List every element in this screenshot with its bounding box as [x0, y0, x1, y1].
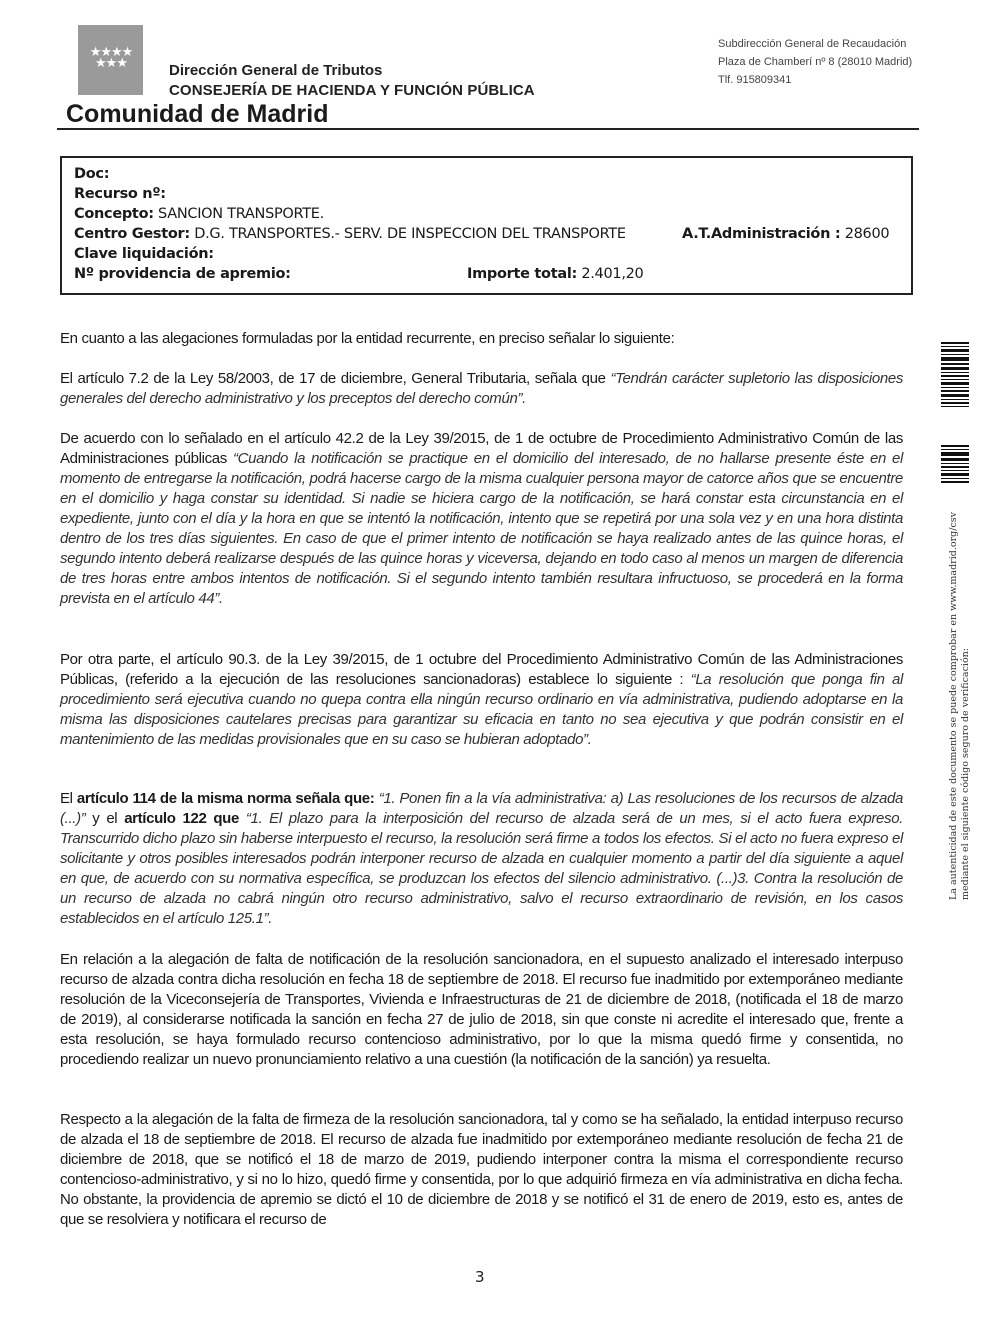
importe-total-value: 2.401,20 — [581, 266, 644, 282]
barcode-icon — [941, 342, 969, 409]
concepto-value: SANCION TRANSPORTE. — [158, 206, 324, 222]
office-address — [718, 35, 912, 89]
ministry-name: CONSEJERÍA DE HACIENDA Y FUNCIÓN PÚBLICA — [169, 82, 535, 99]
verification-notice: La autenticidad de este documento se puede comprobar en www.madrid.org/csv mediante el siguiente código seguro de verificación: — [948, 512, 971, 900]
legal-quote: “1. Ponen fin a la vía administrativa: a) Las resoluciones de los recursos de alzada (...)” — [60, 790, 903, 827]
clave-liquidacion-field: Clave liquidación: — [74, 246, 214, 262]
department-name: Dirección General de Tributos — [169, 62, 383, 79]
doc-field: Doc: — [74, 166, 110, 182]
centro-gestor-value: D.G. TRANSPORTES.- SERV. DE INSPECCION DEL TRANSPORTE — [194, 226, 626, 242]
legal-quote: “Cuando la notificación se practique en el domicilio del interesado, de no hallarse presente éste en el momento de entregarse la notificación, podrá hacerse cargo de la misma cualquier persona mayor de catorce años que se encuentre en el domicilio y haga constar su identidad. Si nadie se hiciera cargo de la notificación, se hará constar esta circunstancia en el expediente, junto con el día y la hora en que se intentó la notificación, intento que se repetirá por una sola vez y en una hora distinta dentro de los tres días siguientes. En caso de que el primer intento de notificación se haya realizado antes de las quince horas, el segundo intento deberá realizarse después de las quince horas y viceversa, dejando en todo caso al menos un margen de diferencia de tres horas entre ambos intentos de notificación. Si el segundo intento también resultara infructuoso, se procederá en la forma prevista en el artículo 44”. — [60, 450, 903, 607]
concepto-field: Concepto: SANCION TRANSPORTE. — [74, 206, 324, 222]
providencia-field: Nº providencia de apremio: — [74, 266, 291, 282]
header-divider — [57, 128, 919, 130]
barcode-icon — [941, 445, 969, 485]
address-line: Subdirección General de Recaudación — [718, 38, 907, 50]
paragraph-art-90-3: Por otra parte, el artículo 90.3. de la Ley 39/2015, de 1 octubre del Procedimiento Administrativo Común de las Administraciones Públicas, (referido a la ejecución de las resoluciones sancionadoras) establece lo siguiente : “La resolución que ponga fin al procedimiento será ejecutiva cuando no quepa contra ella ningún recurso ordinario en vía administrativa, pudiendo adoptarse en la misma las disposiciones cautelares precisas para garantizar su eficacia en tanto no sea ejecutiva y que podrán consistir en el mantenimiento de las medidas provisionales que en su caso se hubieran adoptado”. — [60, 651, 904, 748]
paragraph-art-114-122: El artículo 114 de la misma norma señala que: “1. Ponen fin a la vía administrativa: a) Las resoluciones de los recursos de alzada (...)” y el artículo 122 que “1. El plazo para la interposición del recurso de alzada será de un mes, si el acto fuera expreso. Transcurrido dicho plazo sin haberse interpuesto el recurso, la resolución será firme a todos los efectos. Si el acto no fuera expreso el solicitante y otros posibles interesados podrán interponer recurso de alzada en cualquier momento a partir del día siguiente a aquel en que, de acuerdo con su normativa específica, se produzcan los efectos del silencio administrativo. (...)3. Contra la resolución de un recurso de alzada no cabrá ningún otro recurso administrativo, salvo el recurso extraordinario de revisión, en los casos establecidos en el artículo 125.1”. — [60, 790, 903, 927]
centro-gestor-field: Centro Gestor: D.G. TRANSPORTES.- SERV. DE INSPECCION DEL TRANSPORTE — [74, 226, 626, 242]
importe-total-field: Importe total: 2.401,20 — [467, 266, 644, 282]
paragraph-art-42-2: De acuerdo con lo señalado en el artículo 42.2 de la Ley 39/2015, de 1 de octubre de Procedimiento Administrativo Común de las Administraciones públicas “Cuando la notificación se practique en el domicilio del interesado, de no hallarse presente éste en el momento de entregarse la notificación, podrá hacerse cargo de la misma cualquier persona mayor de catorce años que se encuentre en el domicilio y haga constar su identidad. Si nadie se hiciera cargo de la notificación, se hará constar esta circunstancia en el expediente, junto con el día y la hora en que se intentó la notificación, intento que se repetirá por una sola vez y en una hora distinta dentro de los tres días siguientes. En caso de que el primer intento de notificación se haya realizado antes de las quince horas, el segundo intento deberá realizarse después de las quince horas y viceversa, dejando en todo caso al menos un margen de diferencia de tres horas entre ambos intentos de notificación. Si el segundo intento también resultara infructuoso, se procederá en la forma prevista en el artículo 44”. — [60, 430, 903, 607]
comunidad-madrid-logo — [78, 25, 143, 95]
address-line: Plaza de Chamberí nº 8 (28010 Madrid) — [718, 56, 913, 68]
paragraph-intro: En cuanto a las alegaciones formuladas por la entidad recurrente, en preciso señalar lo siguiente: — [60, 330, 675, 347]
address-line: Tlf. 915809341 — [718, 74, 792, 86]
legal-quote: “1. El plazo para la interposición del recurso de alzada será de un mes, si el acto fuera expreso. Transcurrido dicho plazo sin haberse interpuesto el recurso, la resolución será firme a todos los efectos. Si el acto no fuera expreso el solicitante y otros posibles interesados podrán interponer recurso de alzada en cualquier momento a partir del día siguiente a aquel en que, de acuerdo con su normativa específica, se produzcan los efectos del silencio administrativo. (...)3. Contra la resolución de un recurso de alzada no cabrá ningún otro recurso administrativo, salvo el recurso extraordinario de revisión, en los casos establecidos en el artículo 125.1”. — [60, 810, 903, 927]
page-number: 3 — [475, 1268, 485, 1286]
recurso-field: Recurso nº: — [74, 186, 166, 202]
legal-quote: “Tendrán carácter supletorio las disposiciones generales del derecho administrativo y los preceptos del derecho común”. — [60, 370, 903, 407]
paragraph-art-7-2: El artículo 7.2 de la Ley 58/2003, de 17 de diciembre, General Tributaria, señala que “Tendrán carácter supletorio las disposiciones generales del derecho administrativo y los preceptos del derecho común”. — [60, 370, 903, 407]
legal-quote: “La resolución que ponga fin al procedimiento será ejecutiva cuando no quepa contra ella ningún recurso ordinario en vía administrativa, pudiendo adoptarse en la misma las disposiciones cautelares precisas para garantizar su eficacia en tanto no sea ejecutiva y que podrán consistir en el mantenimiento de las medidas provisionales que en su caso se hubieran adoptado”. — [60, 671, 904, 748]
region-title: Comunidad de Madrid — [66, 100, 329, 128]
case-info-box — [60, 156, 913, 295]
at-administracion-value: 28600 — [844, 226, 890, 242]
at-administracion-field: A.T.Administración : 28600 — [682, 226, 890, 242]
paragraph-notification-claim: En relación a la alegación de falta de notificación de la resolución sancionadora, en el supuesto analizado el interesado interpuso recurso de alzada contra dicha resolución en fecha 18 de septiembre de 2018. El recurso fue inadmitido por extemporáneo mediante resolución de la Viceconsejería de Transportes, Vivienda e Infraestructuras de 21 de diciembre de 2018, (notificada el 18 de marzo de 2019), al considerarse notificada la sanción en fecha 27 de julio de 2018, sin que conste ni acredite el interesado que, frente a esta resolución, se haya formulado recurso contencioso administrativo, por lo que la misma quedó firme y consentida, no procediendo realizar un nuevo pronunciamiento relativo a una cuestión (la notificación de la sanción) ya resuelta. — [60, 951, 903, 1068]
star-icon: ★★★★ ★★★ — [89, 45, 133, 71]
paragraph-firmness-claim: Respecto a la alegación de la falta de firmeza de la resolución sancionadora, tal y como se ha señalado, la entidad interpuso recurso de alzada el 18 de septiembre de 2018. El recurso de alzada fue inadmitido por extemporáneo mediante resolución de fecha 21 de diciembre de 2018, que se notificó el 18 de marzo de 2019, pudiendo interponer contra la misma el correspondiente recurso contencioso-administrativo, y si no lo hizo, quedó firme y consentida, por lo que adquirió firmeza en vía administrativa en dicha fecha. No obstante, la providencia de apremio se dictó el 10 de diciembre de 2018 y se notificó el 31 de enero de 2019, esto es, antes de que se resolviera y notificara el recurso de — [60, 1111, 903, 1228]
